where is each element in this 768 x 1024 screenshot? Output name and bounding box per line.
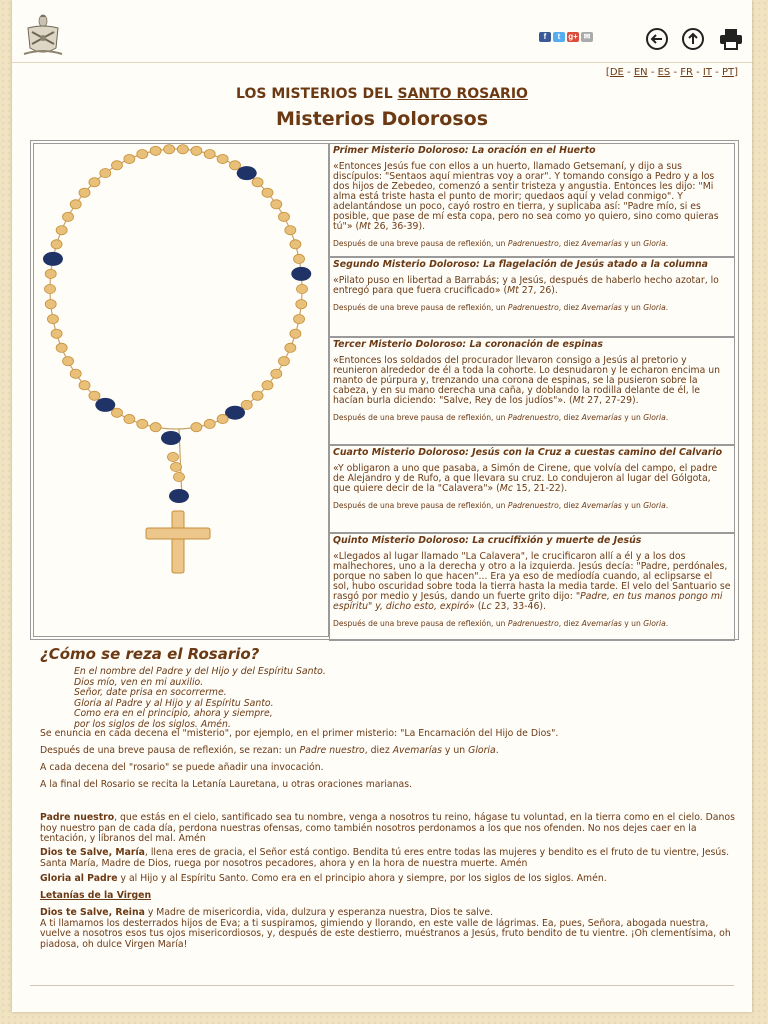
lang-link[interactable]: ES	[657, 67, 671, 78]
mystery-title: Tercer Misterio Doloroso: La coronación de espinas	[333, 339, 604, 350]
social-share-bar	[539, 32, 593, 42]
mystery-cell	[329, 445, 735, 533]
mystery-quote	[333, 162, 731, 232]
after-text: , diez	[558, 619, 582, 628]
rosary-image	[33, 143, 329, 637]
hail-mary-bead	[278, 212, 289, 221]
mystery-cell	[329, 337, 735, 445]
ave-maria-prayer	[40, 848, 740, 869]
gloria-prayer	[40, 874, 740, 885]
lang-link[interactable]: DE	[609, 67, 624, 78]
page-heading	[12, 86, 752, 102]
mystery-instruction	[333, 239, 731, 248]
hail-mary-bead	[70, 369, 81, 378]
after-text: y un	[621, 501, 644, 510]
opening-line: En el nombre del Padre y del Hijo y del Espíritu Santo.	[74, 666, 326, 677]
quote-text: «Pilato puso en libertad a Barrabás; y a Jesús, después de haberlo hecho azotar, lo entregó para que fuera crucificado» (	[333, 275, 719, 296]
mystery-title: Primer Misterio Doloroso: La oración en el Huerto	[333, 145, 596, 156]
hail-mary-bead	[89, 178, 100, 187]
bible-book: Mt	[507, 285, 519, 296]
heading-prefix: LOS MISTERIOS DEL	[236, 86, 393, 102]
after-text: , diez	[558, 303, 582, 312]
hail-mary-bead	[150, 146, 161, 155]
after-text: .	[665, 303, 669, 312]
after-text: Avemarías	[581, 413, 622, 422]
after-text: y un	[621, 239, 644, 248]
quote-text: «Llegados al lugar llamado "La Calavera", le crucificaron allí a él y a los dos malhechores, uno a la derecha y otro a la izquierda. Jesús decía: "Padre, perdónales, porque no saben lo que hacen"... Era ya eso de mediodía cuando, al eclipsarse el sol, hubo oscuridad sobre toda la tierra hasta la media tarde. El velo del Santuario se rasgó por medio y Jesús, dando un fuerte grito dijo:	[333, 551, 731, 602]
hail-mary-bead	[252, 178, 263, 187]
bible-book: Mt	[359, 221, 371, 232]
hail-mary-bead	[294, 254, 305, 263]
hail-mary-bead	[100, 169, 111, 178]
quote-text: » (	[469, 601, 482, 612]
prayer-name: Gloria al Padre	[40, 873, 118, 884]
twitter-icon[interactable]: t	[553, 32, 565, 42]
prayer-name: Dios te Salve, María	[40, 847, 145, 858]
bible-ref: 15, 21-22).	[512, 483, 568, 494]
prayer-text: , que estás en el cielo, santificado sea tu nombre, venga a nosotros tu reino, hágase tu voluntad, en la tierra como en el cielo. Danos hoy nuestro pan de cada día, perdona nuestras ofensas, como también nosotros perdonamos a los que nos ofenden. No nos dejes caer en la tentación, y líbranos del mal. Amén	[40, 812, 735, 844]
hail-mary-bead	[124, 414, 135, 423]
after-text: Después de una breve pausa de reflexión, un	[333, 413, 508, 422]
after-text: Gloria	[643, 501, 666, 510]
text: Avemarías	[392, 745, 442, 756]
prayer-text: y al Hijo y al Espíritu Santo. Como era en el principio ahora y siempre, por los siglos de los siglos. Amén.	[117, 873, 607, 884]
mystery-instruction	[333, 413, 731, 422]
hail-mary-bead	[164, 145, 175, 154]
mystery-title: Cuarto Misterio Doloroso: Jesús con la Cruz a cuestas camino del Calvario	[333, 447, 723, 458]
google-plus-icon[interactable]: g+	[568, 32, 578, 41]
bible-ref: 27, 27-29).	[584, 395, 639, 406]
mystery-quote	[333, 356, 731, 406]
bible-ref: 27, 26).	[518, 285, 558, 296]
quote-text: «Entonces los soldados del procurador llevaron consigo a Jesús al pretorio y reunieron alrededor de él a toda la cohorte. Lo desnudaron y le echaron encima un manto de púrpura y, trenzando una corona de espinas, se la pusieron sobre la cabeza, y en su mano derecha una caña, y doblando la rodilla delante de él, le hacían burla diciendo: "Salve, Rey de los judíos"». (	[333, 355, 721, 406]
bible-ref: 26, 36-39).	[370, 221, 426, 232]
bible-book: Lc	[481, 601, 492, 612]
after-text: Avemarías	[581, 501, 622, 510]
language-selector: [DE - EN - ES - FR - IT - PT]	[605, 67, 738, 78]
mystery-bead	[291, 267, 311, 281]
after-text: Avemarías	[581, 303, 622, 312]
mystery-quote	[333, 552, 731, 612]
text: , diez	[364, 745, 393, 756]
mystery-cell	[329, 533, 735, 641]
lang-link[interactable]: FR	[680, 67, 693, 78]
padre-nuestro-prayer	[40, 813, 740, 845]
hail-mary-bead	[45, 300, 56, 309]
instruction-paragraph: A la final del Rosario se recita la Letanía Lauretana, u otras oraciones marianas.	[40, 779, 412, 790]
instruction-paragraph: A cada decena del "rosario" se puede añadir una invocación.	[40, 762, 324, 773]
bible-book: Mc	[499, 483, 513, 494]
hail-mary-bead	[294, 314, 305, 323]
after-text: Padrenuestro	[507, 413, 559, 422]
hail-mary-bead	[290, 329, 301, 338]
after-text: y un	[621, 413, 644, 422]
facebook-icon[interactable]: f	[539, 32, 551, 42]
hail-mary-bead	[262, 188, 273, 197]
salve-regina-prayer	[40, 908, 740, 950]
hail-mary-bead	[285, 343, 296, 352]
cross-vertical	[172, 511, 184, 573]
hail-mary-bead	[137, 419, 148, 428]
hail-mary-bead	[285, 226, 296, 235]
hail-mary-bead	[177, 145, 188, 154]
after-text: y un	[621, 303, 644, 312]
hail-mary-bead	[70, 200, 81, 209]
quote-italic: "Padre, en tus manos pongo mi espíritu" y, dicho esto, expiró	[333, 591, 723, 612]
papal-coat-of-arms-logo[interactable]	[18, 14, 68, 60]
mystery-title: Quinto Misterio Doloroso: La crucifixión y muerte de Jesús	[333, 535, 642, 546]
pendant-bead	[174, 472, 185, 481]
print-icon[interactable]	[718, 27, 744, 51]
hail-mary-bead	[296, 300, 307, 309]
bible-book: Mt	[572, 395, 585, 406]
pendant-mystery-bead	[169, 489, 189, 503]
hail-mary-bead	[56, 226, 67, 235]
opening-line: Señor, date prisa en socorrerme.	[74, 687, 227, 698]
how-to-pray-heading: ¿Cómo se reza el Rosario?	[40, 645, 260, 663]
hail-mary-bead	[217, 154, 228, 163]
after-text: Padrenuestro	[507, 303, 559, 312]
hail-mary-bead	[111, 161, 122, 170]
text: y un	[441, 745, 469, 756]
mystery-bead	[43, 252, 63, 266]
hail-mary-bead	[45, 269, 56, 278]
mystery-title: Segundo Misterio Doloroso: La flagelación de Jesús atado a la columna	[333, 259, 708, 270]
pendant-bead	[171, 462, 182, 471]
bible-ref: 23, 33-46).	[491, 601, 546, 612]
hail-mary-bead	[217, 414, 228, 423]
hail-mary-bead	[51, 329, 62, 338]
after-text: Avemarías	[581, 239, 622, 248]
hail-mary-bead	[271, 369, 282, 378]
hail-mary-bead	[230, 161, 241, 170]
hail-mary-bead	[252, 391, 263, 400]
up-arrow-icon[interactable]	[680, 27, 706, 51]
after-text: y un	[621, 619, 644, 628]
mystery-instruction	[333, 501, 731, 510]
after-text: Padrenuestro	[507, 619, 559, 628]
after-text: Padrenuestro	[507, 239, 559, 248]
prayer-name: Padre nuestro	[40, 812, 115, 823]
hail-mary-bead	[204, 419, 215, 428]
mystery-bead	[95, 398, 115, 412]
page-title: Misterios Dolorosos	[275, 108, 489, 130]
mystery-cell	[329, 143, 735, 257]
after-text: .	[665, 239, 669, 248]
mystery-instruction	[333, 303, 731, 312]
text: Después de una breve pausa de reflexión, se rezan: un	[40, 745, 300, 756]
header	[12, 0, 752, 63]
lang-link[interactable]: IT	[702, 67, 712, 78]
back-arrow-icon[interactable]	[644, 27, 670, 51]
after-text: .	[665, 413, 669, 422]
after-text: Después de una breve pausa de reflexión, un	[333, 501, 508, 510]
hail-mary-bead	[278, 357, 289, 366]
hail-mary-bead	[271, 200, 282, 209]
quote-text: «Y obligaron a uno que pasaba, a Simón de Cirene, que volvía del campo, el padre de Alejandro y de Rufo, a que llevara su cruz. Lo condujeron al lugar del Gólgota, que quiere decir de la "Calavera"» (	[333, 463, 718, 494]
hail-mary-bead	[297, 284, 308, 293]
instruction-paragraph: Se enuncia en cada decena el "misterio", por ejemplo, en el primer misterio: "La Encarnación del Hijo de Dios".	[40, 728, 559, 739]
prayer-name: Dios te Salve, Reina	[40, 907, 145, 918]
hail-mary-bead	[79, 381, 90, 390]
hail-mary-bead	[79, 188, 90, 197]
after-text: Avemarías	[581, 619, 622, 628]
prayer-text: y Madre de misericordia, vida, dulzura y esperanza nuestra, Dios te salve.	[144, 907, 494, 918]
hail-mary-bead	[51, 240, 62, 249]
hail-mary-bead	[137, 150, 148, 159]
hail-mary-bead	[124, 154, 135, 163]
letanias-link[interactable]: Letanías de la Virgen	[40, 890, 152, 901]
after-text: Gloria	[643, 239, 666, 248]
hail-mary-bead	[89, 391, 100, 400]
mystery-cell	[329, 257, 735, 337]
text: Gloria	[468, 745, 496, 756]
opening-line: Dios mío, ven en mi auxilio.	[74, 676, 204, 688]
center-medal-bead	[161, 431, 181, 445]
footer-divider	[30, 985, 734, 986]
hail-mary-bead	[111, 408, 122, 417]
after-text: .	[665, 501, 669, 510]
santo-rosario-link[interactable]: SANTO ROSARIO	[397, 86, 528, 102]
lang-link[interactable]: EN	[633, 67, 648, 78]
hail-mary-bead	[47, 314, 58, 323]
hail-mary-bead	[45, 284, 56, 293]
hail-mary-bead	[241, 400, 252, 409]
page	[12, 0, 752, 1012]
mystery-bead	[237, 166, 257, 180]
opening-prayer	[74, 667, 326, 730]
prayer-text: , llena eres de gracia, el Señor está contigo. Bendita tú eres entre todas las mujeres y bendito es el fruto de tu vientre, Jesús. Santa María, Madre de Dios, ruega por nosotros pecadores, ahora y en la hora de nuestra muerte. Amén	[40, 847, 730, 869]
hail-mary-bead	[262, 381, 273, 390]
hail-mary-bead	[63, 212, 74, 221]
mystery-instruction	[333, 619, 731, 628]
after-text: Después de una breve pausa de reflexión, un	[333, 239, 508, 248]
hail-mary-bead	[290, 240, 301, 249]
after-text: Gloria	[643, 413, 666, 422]
cross-horizontal	[146, 528, 210, 539]
text: Padre nuestro	[299, 745, 365, 756]
after-text: Después de una breve pausa de reflexión, un	[333, 303, 508, 312]
instruction-paragraph	[40, 746, 740, 757]
after-text: Padrenuestro	[507, 501, 559, 510]
after-text: , diez	[558, 501, 582, 510]
after-text: Gloria	[643, 619, 666, 628]
mysteries-table	[30, 140, 739, 640]
after-text: , diez	[558, 239, 582, 248]
after-text: Gloria	[643, 303, 666, 312]
pendant-bead	[168, 452, 179, 461]
mystery-quote	[333, 464, 731, 494]
after-text: , diez	[558, 413, 582, 422]
text: .	[495, 745, 499, 756]
mystery-quote	[333, 276, 731, 296]
hail-mary-bead	[150, 423, 161, 432]
hail-mary-bead	[191, 423, 202, 432]
email-icon[interactable]: ✉	[581, 32, 593, 42]
opening-line: Como era en el principio, ahora y siempre,	[74, 708, 273, 719]
prayer-text: A ti llamamos los desterrados hijos de Eva; a ti suspiramos, gimiendo y llorando, en este valle de lágrimas. Ea, pues, Señora, abogada nuestra, vuelve a nosotros esos tus ojos misericordiosos, y, después de este destierro, muéstranos a Jesús, fruto bendito de tu vientre. ¡Oh clementísima, oh piadosa, oh dulce Virgen María!	[40, 917, 731, 950]
hail-mary-bead	[63, 357, 74, 366]
opening-line: por los siglos de los siglos. Amén.	[74, 718, 231, 730]
opening-line: Gloria al Padre y al Hijo y al Espíritu Santo.	[74, 697, 274, 709]
hail-mary-bead	[191, 146, 202, 155]
hail-mary-bead	[204, 150, 215, 159]
lang-link[interactable]: PT	[721, 67, 735, 78]
hail-mary-bead	[56, 343, 67, 352]
quote-text: «Entonces Jesús fue con ellos a un huerto, llamado Getsemaní, y dijo a sus discípulos: "Sentaos aquí mientras voy a orar". Y tomando consigo a Pedro y a los dos hijos de Zebedeo, comenzó a sentir tristeza y angustia. Entonces les dijo: "Mi alma está triste hasta el punto de morir; quedaos aquí y velad conmigo". Y adelantándose un poco, cayó rostro en tierra, y suplicaba así: "Padre mío, si es posible, que pase de mí esta copa, pero no sea como yo quiero, sino como quieras tú"» (	[333, 161, 719, 232]
after-text: .	[665, 619, 669, 628]
after-text: Después de una breve pausa de reflexión, un	[333, 619, 508, 628]
